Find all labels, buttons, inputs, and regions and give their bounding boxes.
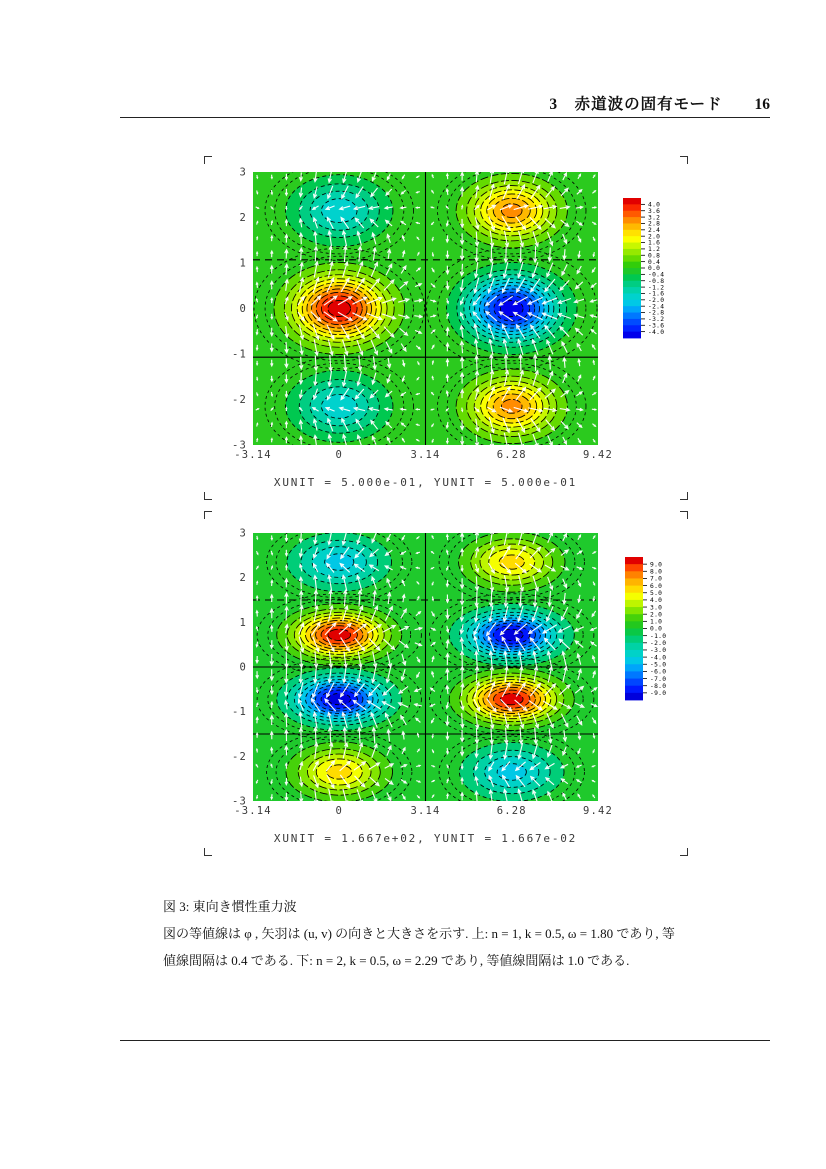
svg-text:-3.14: -3.14 — [234, 805, 272, 817]
svg-text:-1.2: -1.2 — [648, 284, 665, 292]
svg-text:3.0: 3.0 — [650, 604, 663, 612]
svg-text:-2: -2 — [231, 394, 247, 406]
svg-text:-4.0: -4.0 — [650, 654, 667, 662]
svg-text:1: 1 — [239, 257, 247, 270]
svg-text:-0.4: -0.4 — [648, 271, 665, 279]
svg-text:0.0: 0.0 — [648, 265, 661, 273]
svg-text:0: 0 — [335, 449, 344, 461]
svg-text:0.0: 0.0 — [650, 625, 663, 633]
svg-text:1.0: 1.0 — [650, 618, 663, 626]
svg-text:1: 1 — [239, 616, 247, 629]
svg-text:6.28: 6.28 — [496, 805, 527, 817]
svg-text:3.14: 3.14 — [410, 449, 441, 461]
svg-text:-1: -1 — [231, 706, 247, 719]
svg-text:4.0: 4.0 — [650, 597, 663, 605]
svg-text:-0.8: -0.8 — [648, 277, 665, 285]
svg-text:1.6: 1.6 — [648, 239, 661, 247]
svg-text:3.14: 3.14 — [410, 805, 441, 817]
svg-text:9.42: 9.42 — [582, 449, 614, 461]
svg-text:6.28: 6.28 — [496, 449, 527, 461]
svg-text:2: 2 — [239, 572, 247, 585]
svg-text:XUNIT = 1.667e+02, YUNIT = 1.: XUNIT = 1.667e+02, YUNIT = 1.667e-02 — [273, 832, 578, 845]
svg-text:0.4: 0.4 — [648, 258, 661, 266]
svg-text:-1: -1 — [231, 348, 247, 361]
caption-line-1: 図の等値線は φ , 矢羽は (u, v) の向きと大きさを示す. 上: n = 1, k = 0.5, ω = 1.80 であり, 等 — [163, 926, 675, 941]
svg-text:-2.0: -2.0 — [650, 640, 667, 647]
bottom-figure-vector-contour-plot — [200, 510, 700, 862]
svg-text:2.8: 2.8 — [648, 220, 661, 228]
svg-text:2: 2 — [239, 212, 247, 224]
svg-text:-2.8: -2.8 — [648, 309, 665, 317]
page-header — [120, 92, 770, 114]
svg-text:-6.0: -6.0 — [650, 668, 667, 676]
svg-text:2.0: 2.0 — [648, 233, 661, 241]
caption-line-2: 値線間隔は 0.4 である. 下: n = 2, k = 0.5, ω = 2.29 であり, 等値線間隔は 1.0 である. — [163, 953, 630, 968]
svg-text:3.2: 3.2 — [648, 214, 661, 222]
section-heading: 3 赤道波の固有モード — [549, 96, 723, 113]
svg-text:2.4: 2.4 — [648, 227, 661, 235]
svg-text:0: 0 — [239, 303, 247, 315]
svg-text:1.2: 1.2 — [648, 246, 661, 254]
svg-text:-9.0: -9.0 — [650, 690, 667, 698]
svg-text:7.0: 7.0 — [650, 575, 663, 583]
svg-text:-3: -3 — [231, 795, 247, 808]
svg-text:-8.0: -8.0 — [650, 682, 667, 690]
svg-text:6.0: 6.0 — [650, 582, 663, 590]
svg-text:-2.0: -2.0 — [648, 297, 665, 305]
svg-text:9.42: 9.42 — [582, 805, 614, 817]
svg-text:9.0: 9.0 — [650, 561, 663, 569]
footer-rule — [120, 1040, 770, 1041]
svg-text:8.0: 8.0 — [650, 568, 663, 576]
svg-text:0.8: 0.8 — [648, 252, 661, 260]
svg-text:5.0: 5.0 — [650, 589, 663, 597]
svg-text:-3.14: -3.14 — [234, 449, 272, 461]
svg-text:-3.2: -3.2 — [648, 316, 665, 324]
svg-text:-3: -3 — [231, 439, 247, 452]
svg-text:-2.4: -2.4 — [648, 303, 665, 311]
caption-title: 図 3: 東向き慣性重力波 — [163, 899, 297, 914]
svg-text:0: 0 — [335, 805, 344, 817]
top-figure-vector-contour-plot — [200, 155, 700, 505]
header-rule — [120, 117, 770, 118]
svg-text:-3.6: -3.6 — [648, 322, 665, 330]
svg-text:-3.0: -3.0 — [650, 647, 667, 655]
svg-text:XUNIT = 5.000e-01, YUNIT = 5.: XUNIT = 5.000e-01, YUNIT = 5.000e-01 — [273, 476, 578, 489]
page-number: 16 — [754, 96, 770, 113]
svg-text:-7.0: -7.0 — [650, 675, 667, 683]
figure-caption — [163, 893, 675, 974]
svg-text:3.6: 3.6 — [648, 207, 661, 215]
svg-text:-1.0: -1.0 — [650, 632, 667, 640]
svg-text:3: 3 — [239, 166, 247, 179]
svg-text:2.0: 2.0 — [650, 611, 663, 619]
svg-text:0: 0 — [239, 661, 247, 674]
svg-text:-4.0: -4.0 — [648, 328, 665, 336]
svg-text:-2: -2 — [231, 750, 247, 763]
svg-text:-1.6: -1.6 — [648, 290, 665, 298]
svg-text:3: 3 — [239, 527, 247, 540]
svg-text:4.0: 4.0 — [648, 201, 661, 209]
svg-text:-5.0: -5.0 — [650, 661, 667, 669]
